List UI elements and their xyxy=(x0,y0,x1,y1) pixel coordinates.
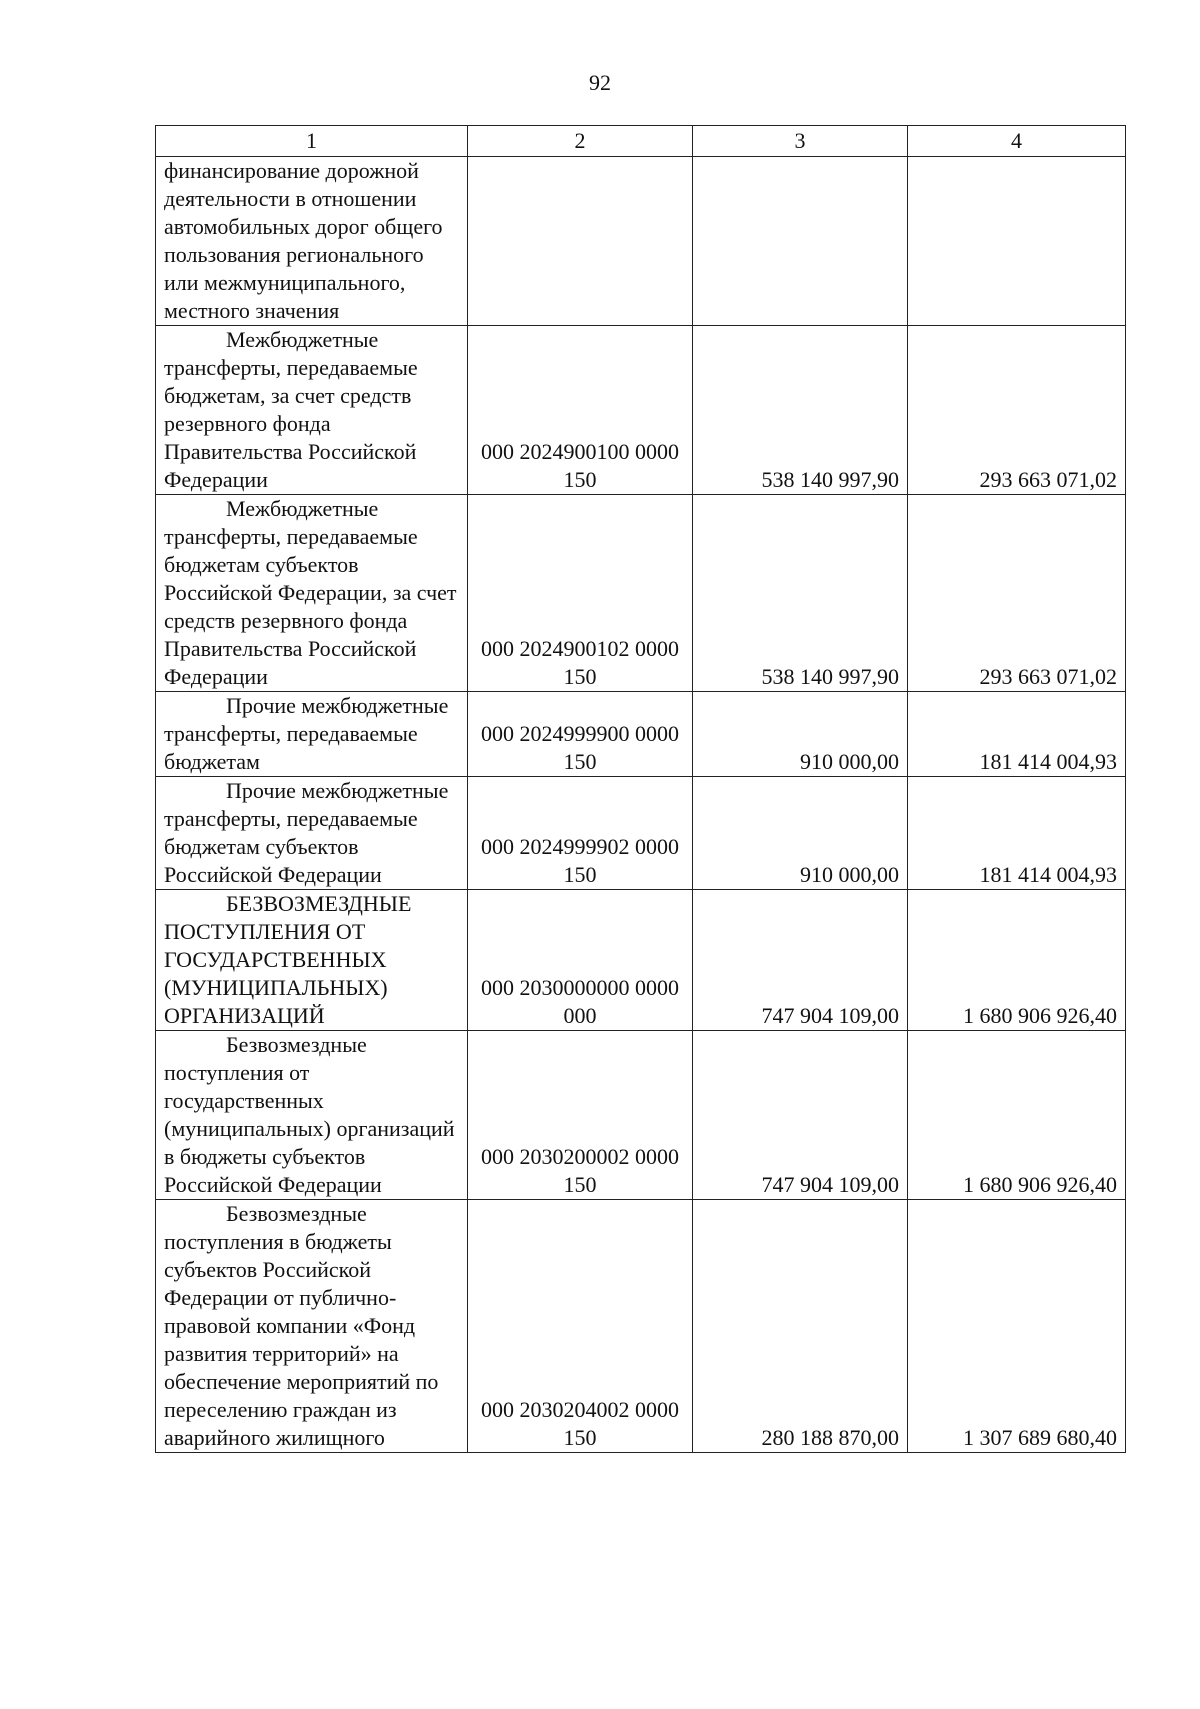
row-name-cell xyxy=(156,1200,468,1453)
row-code: 000 2030200002 0000 150 xyxy=(468,1031,693,1200)
header-col-3: 3 xyxy=(693,126,908,157)
row-value-col3: 910 000,00 xyxy=(693,777,908,890)
table-row xyxy=(156,157,1126,326)
table-row xyxy=(156,692,1126,777)
row-value-col4: 181 414 004,93 xyxy=(908,692,1126,777)
table-row xyxy=(156,495,1126,692)
row-value-col3: 747 904 109,00 xyxy=(693,890,908,1031)
row-name: Безвозмездные поступления в бюджеты субъектов Российской Федерации от публично-правовой компании «Фонд развития территорий» на обеспечение мероприятий по переселению граждан из аварийного жилищного xyxy=(164,1201,439,1450)
table-row xyxy=(156,777,1126,890)
row-name: финансирование дорожной деятельности в отношении автомобильных дорог общего пользования регионального или межмуниципального, местного значения xyxy=(164,158,443,323)
row-name-cell xyxy=(156,692,468,777)
table-row xyxy=(156,326,1126,495)
row-code: 000 2030000000 0000 000 xyxy=(468,890,693,1031)
header-col-4: 4 xyxy=(908,126,1126,157)
row-name: БЕЗВОЗМЕЗДНЫЕ ПОСТУПЛЕНИЯ ОТ ГОСУДАРСТВЕННЫХ (МУНИЦИПАЛЬНЫХ) ОРГАНИЗАЦИЙ xyxy=(164,891,412,1028)
row-name-cell xyxy=(156,326,468,495)
row-code xyxy=(468,157,693,326)
table-header xyxy=(156,126,1126,157)
row-name-cell xyxy=(156,157,468,326)
row-name-cell xyxy=(156,890,468,1031)
header-col-2: 2 xyxy=(468,126,693,157)
row-value-col4: 1 307 689 680,40 xyxy=(908,1200,1126,1453)
table-row xyxy=(156,1200,1126,1453)
row-name-cell xyxy=(156,1031,468,1200)
row-name: Межбюджетные трансферты, передаваемые бюджетам субъектов Российской Федерации, за счет средств резервного фонда Правительства Российской Федерации xyxy=(164,496,457,689)
header-row xyxy=(156,126,1126,157)
row-value-col4: 181 414 004,93 xyxy=(908,777,1126,890)
row-name-cell xyxy=(156,495,468,692)
row-value-col3: 280 188 870,00 xyxy=(693,1200,908,1453)
row-name: Прочие межбюджетные трансферты, передаваемые бюджетам xyxy=(164,693,449,774)
table-row xyxy=(156,890,1126,1031)
row-value-col3 xyxy=(693,157,908,326)
row-name: Прочие межбюджетные трансферты, передаваемые бюджетам субъектов Российской Федерации xyxy=(164,778,449,887)
row-code: 000 2030204002 0000 150 xyxy=(468,1200,693,1453)
row-value-col4: 293 663 071,02 xyxy=(908,326,1126,495)
header-col-1: 1 xyxy=(156,126,468,157)
row-value-col4: 1 680 906 926,40 xyxy=(908,1031,1126,1200)
row-code: 000 2024900100 0000 150 xyxy=(468,326,693,495)
row-code: 000 2024999902 0000 150 xyxy=(468,777,693,890)
budget-table xyxy=(155,125,1126,1453)
row-value-col3: 538 140 997,90 xyxy=(693,326,908,495)
row-value-col3: 910 000,00 xyxy=(693,692,908,777)
row-name: Межбюджетные трансферты, передаваемые бюджетам, за счет средств резервного фонда Правительства Российской Федерации xyxy=(164,327,418,492)
table-body xyxy=(156,157,1126,1453)
row-value-col4 xyxy=(908,157,1126,326)
row-value-col3: 747 904 109,00 xyxy=(693,1031,908,1200)
page-number: 92 xyxy=(589,70,611,95)
row-value-col4: 293 663 071,02 xyxy=(908,495,1126,692)
table-row xyxy=(156,1031,1126,1200)
row-value-col4: 1 680 906 926,40 xyxy=(908,890,1126,1031)
row-value-col3: 538 140 997,90 xyxy=(693,495,908,692)
row-name: Безвозмездные поступления от государственных (муниципальных) организаций в бюджеты субъектов Российской Федерации xyxy=(164,1032,455,1197)
row-name-cell xyxy=(156,777,468,890)
row-code: 000 2024999900 0000 150 xyxy=(468,692,693,777)
row-code: 000 2024900102 0000 150 xyxy=(468,495,693,692)
